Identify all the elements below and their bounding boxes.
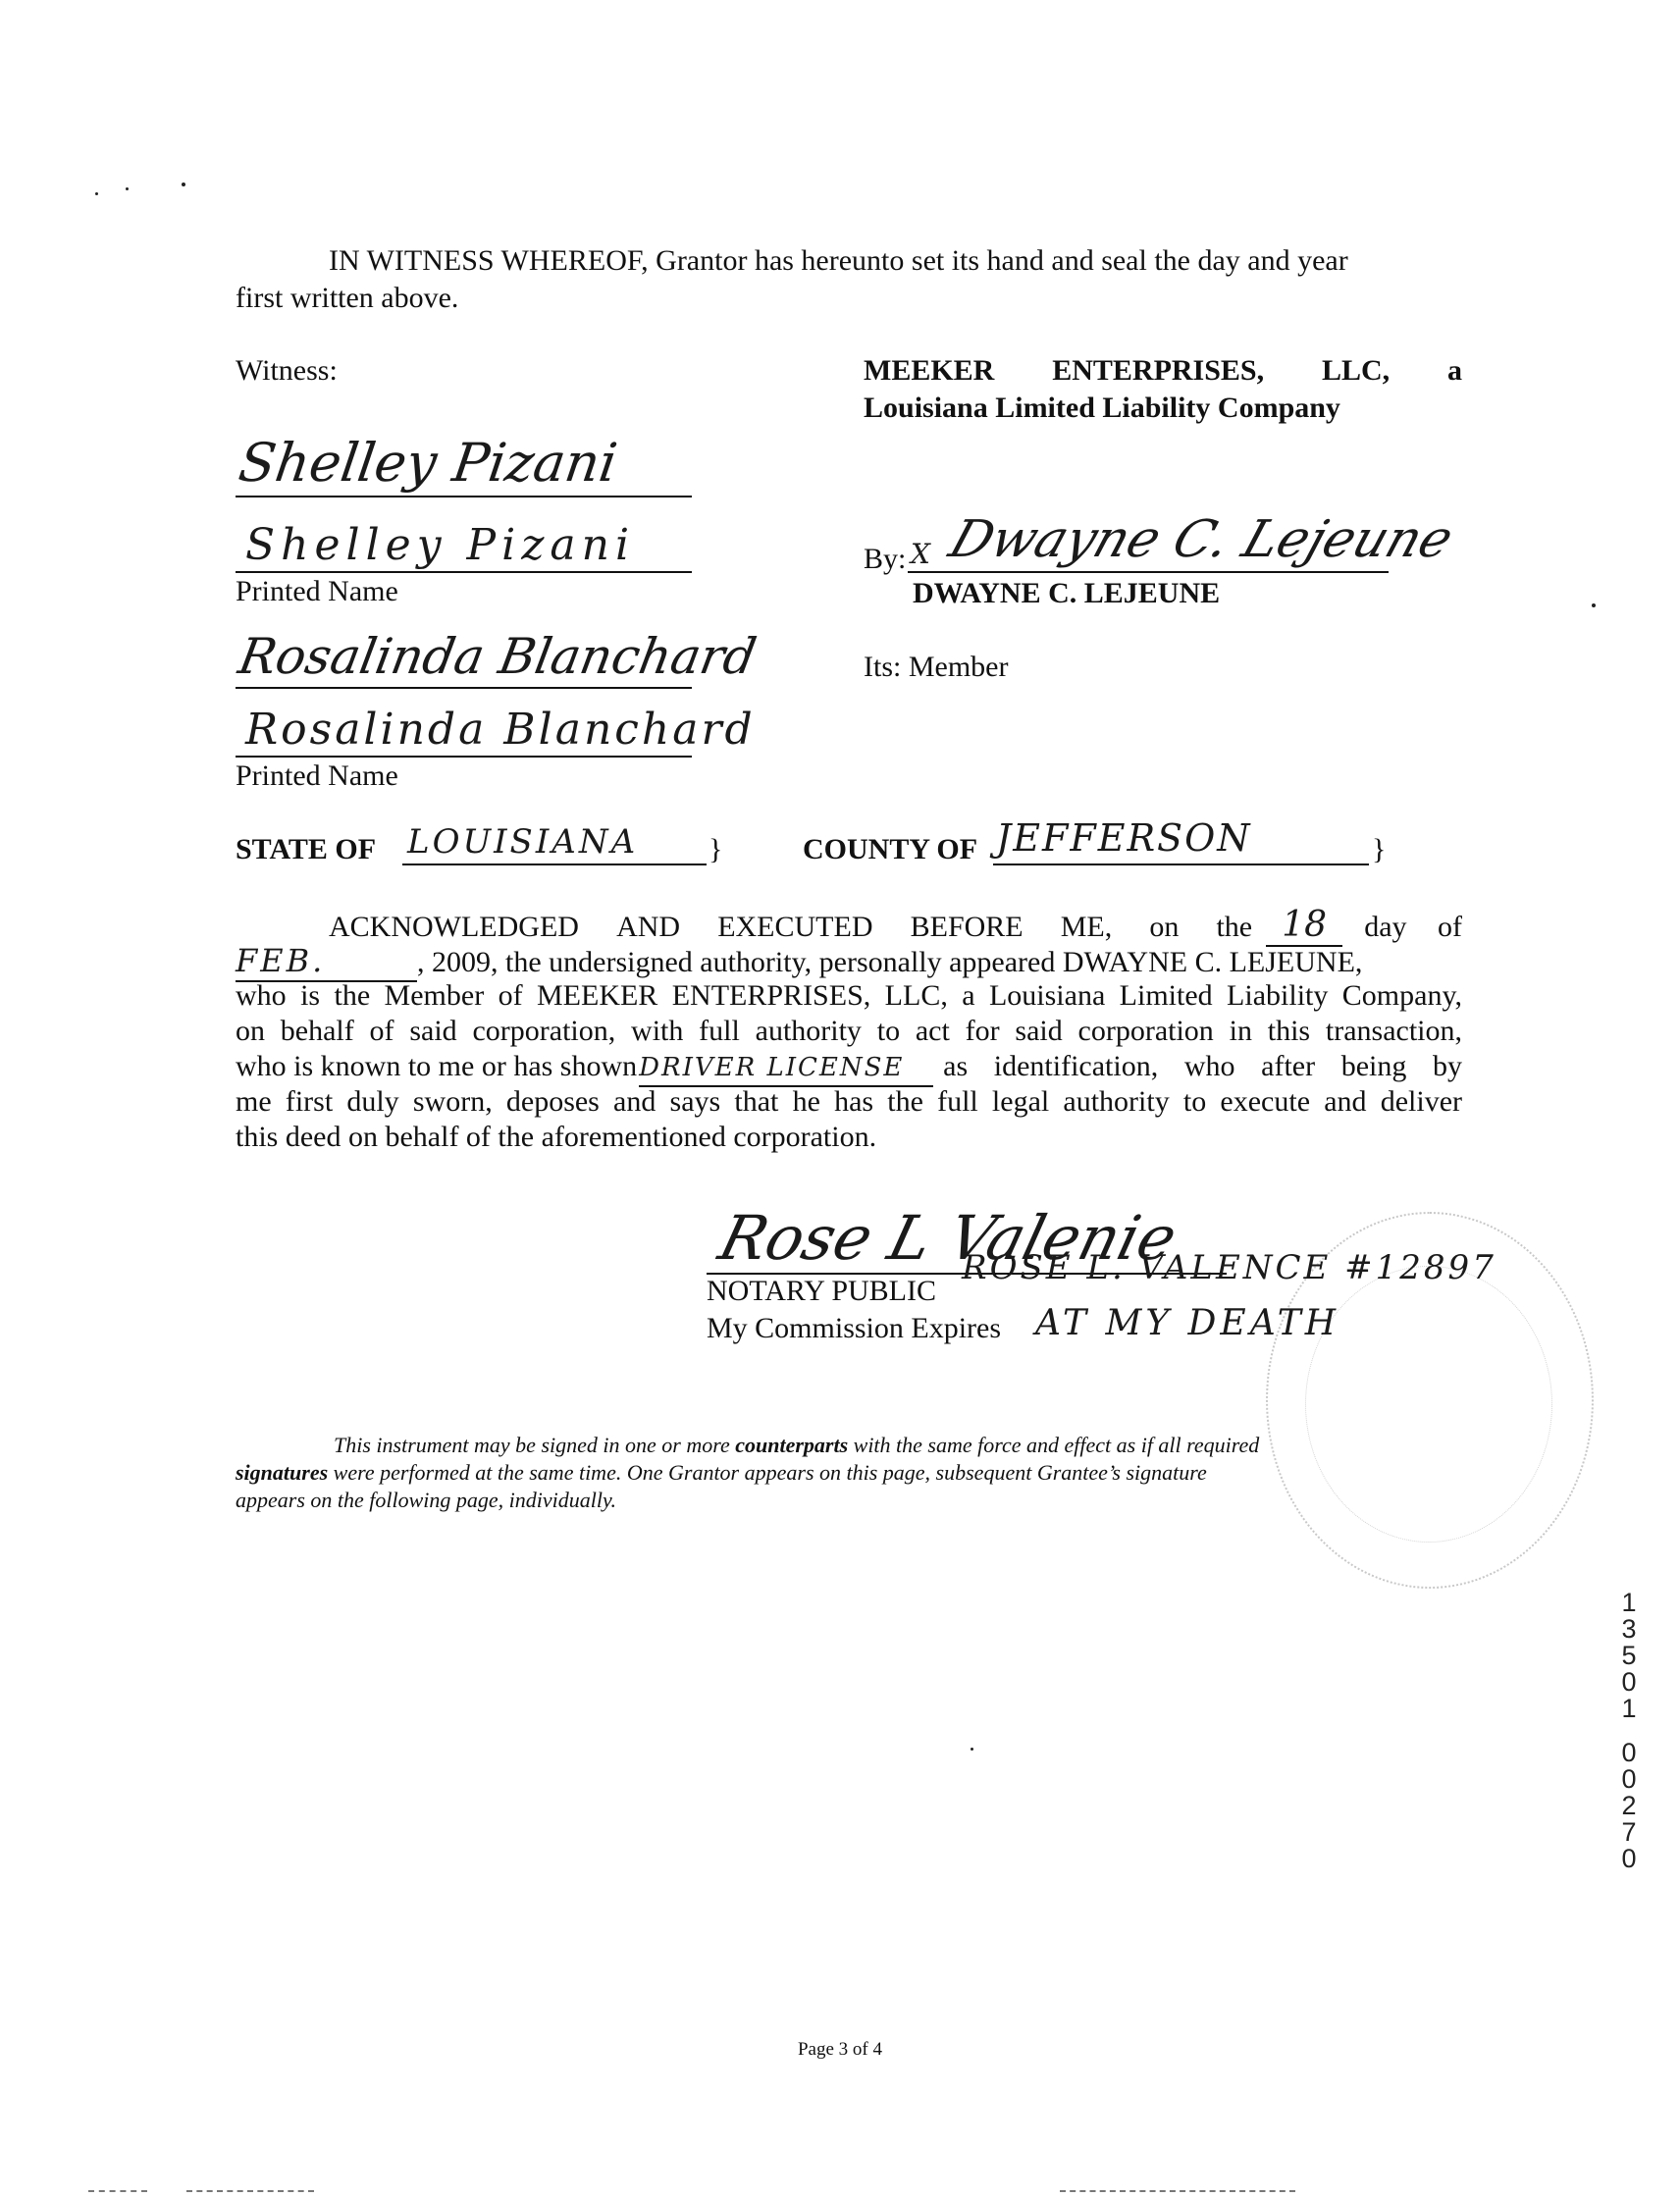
county-label: COUNTY OF: [803, 833, 978, 865]
side-number-digit: 2: [1621, 1791, 1637, 1820]
scan-edge-mark: [1060, 2190, 1295, 2192]
ack-word: ACKNOWLEDGED: [329, 911, 579, 943]
side-number-digit: 0: [1621, 1764, 1637, 1794]
commission-value: AT MY DEATH: [1035, 1303, 1340, 1343]
ack-word: on: [1149, 911, 1180, 943]
scan-speck: [1592, 603, 1596, 607]
ack-id-blank: [639, 1049, 933, 1087]
footer-note-line3: appears on the following page, individually.: [236, 1488, 617, 1512]
state-brace: }: [709, 833, 723, 865]
ack-word: the: [1216, 911, 1253, 943]
ack-id-value: DRIVER LICENSE: [639, 1053, 905, 1082]
ack-word: BEFORE: [910, 911, 1024, 943]
ack-day-of: day of: [1364, 911, 1462, 943]
witness-label: Witness:: [236, 354, 338, 387]
ack-word: EXECUTED: [717, 911, 873, 943]
state-line: [402, 864, 707, 865]
witness1-printed-name: Shelley Pizani: [245, 520, 636, 570]
company-name-line1: [864, 353, 1462, 389]
witness2-signature-line: [236, 687, 692, 689]
side-document-number: [1617, 1590, 1641, 1872]
footer-note-bold: counterparts: [735, 1433, 849, 1457]
by-mark: X: [911, 538, 930, 570]
footer-note-line2: [236, 1459, 1462, 1487]
state-value: LOUISIANA: [407, 822, 639, 862]
company-word: MEEKER: [864, 354, 995, 387]
ack-line4: on behalf of said corporation, with full authority to act for said corporation in this transaction,: [236, 1015, 1462, 1047]
signer-signature-line: [908, 571, 1389, 573]
ack-word: ME,: [1060, 911, 1113, 943]
page-number: Page 3 of 4: [797, 2039, 882, 2060]
witness2-printed-line: [236, 756, 692, 758]
witness2-signature: Rosalinda Blanchard: [234, 628, 761, 685]
side-number-digit: 5: [1621, 1641, 1637, 1670]
footer-note-text: This instrument may be signed in one or more: [334, 1433, 736, 1457]
ack-day-value: 18: [1282, 905, 1328, 945]
state-label: STATE OF: [236, 833, 377, 865]
footer-note-bold: signatures: [236, 1460, 329, 1485]
notary-signature: Rose L Valenie: [711, 1202, 1184, 1274]
scan-speck: [95, 192, 98, 195]
ack-month-blank: [236, 943, 417, 982]
ack-line2: [236, 943, 1462, 982]
ack-word: AND: [616, 911, 681, 943]
notary-seal-inner: [1305, 1266, 1552, 1543]
ack-line5-end: as identification, who after being by: [943, 1050, 1462, 1082]
by-label: By:: [864, 543, 907, 575]
scan-edge-mark: [88, 2190, 147, 2192]
company-name-line2: Louisiana Limited Liability Company: [864, 392, 1340, 424]
side-number-digit: 3: [1621, 1614, 1637, 1644]
footer-note-text: were performed at the same time. One Grantor appears on this page, subsequent Grantee’s signature: [328, 1460, 1207, 1485]
witness1-signature: Shelley Pizani: [235, 432, 621, 494]
side-number-digit: 0: [1621, 1667, 1637, 1697]
notary-printed-name: ROSE L. VALENCE #12897: [962, 1248, 1496, 1287]
ack-line1: [329, 905, 1462, 947]
footer-note-text: with the same force and effect as if all required: [848, 1433, 1260, 1457]
scan-speck: [971, 1748, 973, 1751]
witness-clause-line1: IN WITNESS WHEREOF, Grantor has hereunto set its hand and seal the day and year: [329, 244, 1348, 277]
scan-edge-mark: [186, 2190, 314, 2192]
county-line: [993, 864, 1369, 865]
company-word: a: [1446, 354, 1462, 387]
signer-signature: Dwayne C. Lejeune: [942, 510, 1461, 569]
footer-note-line1: [334, 1432, 1259, 1459]
county-value: JEFFERSON: [996, 816, 1252, 860]
printed-name-label-1: Printed Name: [236, 575, 398, 607]
witness1-signature-line: [236, 496, 692, 497]
ack-line2-rest: , 2009, the undersigned authority, personally appeared DWAYNE C. LEJEUNE,: [417, 946, 1363, 978]
ack-month-value: FEB.: [236, 942, 326, 979]
ack-line5-start: who is known to me or has shown: [236, 1050, 638, 1082]
scan-speck: [182, 183, 185, 186]
ack-line6: me first duly sworn, deposes and says that he has the full legal authority to execute and deliver: [236, 1085, 1462, 1118]
signer-title: Its: Member: [864, 651, 1009, 683]
side-number-digit: 1: [1621, 1694, 1637, 1723]
county-brace: }: [1372, 833, 1387, 865]
side-number-digit: 7: [1621, 1817, 1637, 1847]
ack-line5: [236, 1049, 1462, 1087]
side-number-digit: 0: [1621, 1738, 1637, 1767]
side-number-digit: 0: [1621, 1844, 1637, 1873]
witness2-printed-name: Rosalinda Blanchard: [245, 705, 756, 755]
commission-label: My Commission Expires: [707, 1312, 1002, 1344]
scan-speck: [126, 187, 129, 190]
signer-name: DWAYNE C. LEJEUNE: [913, 577, 1221, 609]
witness1-printed-line: [236, 571, 692, 573]
witness-clause-line2: first written above.: [236, 282, 459, 314]
notary-label: NOTARY PUBLIC: [707, 1275, 937, 1307]
side-number-digit: 1: [1621, 1588, 1637, 1617]
company-word: ENTERPRISES,: [1052, 354, 1265, 387]
company-word: LLC,: [1321, 354, 1391, 387]
ack-line7: this deed on behalf of the aforementioned corporation.: [236, 1121, 877, 1153]
ack-day-blank: [1266, 905, 1342, 947]
ack-line3: who is the Member of MEEKER ENTERPRISES, LLC, a Louisiana Limited Liability Company,: [236, 979, 1462, 1012]
printed-name-label-2: Printed Name: [236, 759, 398, 792]
